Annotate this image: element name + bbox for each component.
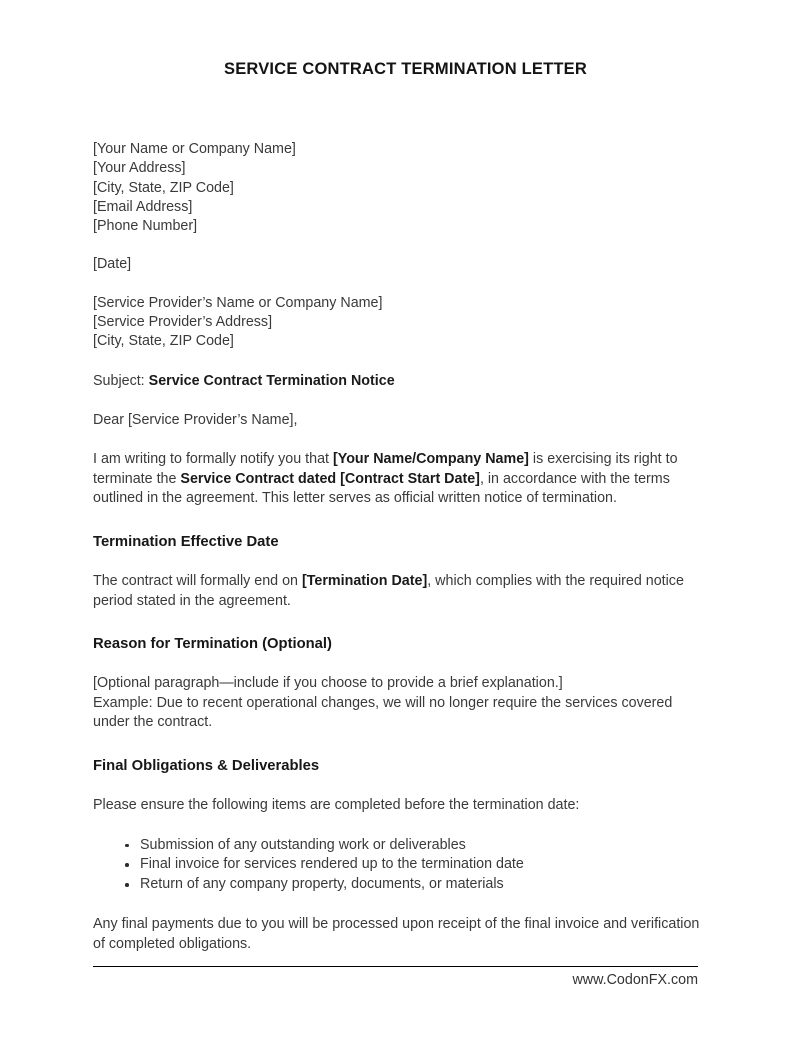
section-heading-termination-effective-date: Termination Effective Date bbox=[93, 534, 279, 551]
recipient-city-state-zip: [City, State, ZIP Code] bbox=[93, 333, 234, 350]
letter-date: [Date] bbox=[93, 256, 132, 273]
subject-line bbox=[93, 372, 710, 391]
intro-part2: is exercising its right to terminate the bbox=[93, 451, 678, 487]
spacer bbox=[93, 895, 710, 915]
recipient-address: [Service Provider’s Address] bbox=[93, 314, 273, 331]
intro-part3: , in accordance with the terms outlined in the agreement. This letter serves as official written notice of termination. bbox=[93, 470, 670, 507]
spacer bbox=[93, 430, 710, 450]
subject-value: Service Contract Termination Notice bbox=[148, 372, 395, 389]
intro-bold-company: [Your Name/Company Name] bbox=[332, 451, 529, 468]
sender-address-block bbox=[93, 140, 710, 236]
footer-website: www.CodonFX.com bbox=[572, 972, 698, 988]
closing-paragraph: Any final payments due to you will be processed upon receipt of the final invoice and verification of completed obligations. bbox=[93, 916, 700, 952]
sender-name: [Your Name or Company Name] bbox=[93, 141, 296, 157]
spacer bbox=[93, 654, 710, 674]
spacer bbox=[93, 552, 710, 572]
list-item: Submission of any outstanding work or deliverables bbox=[140, 836, 710, 856]
list-item: Final invoice for services rendered up to the termination date bbox=[140, 855, 710, 875]
spacer bbox=[93, 509, 710, 532]
final-obligations-intro: Please ensure the following items are completed before the termination date: bbox=[93, 797, 580, 814]
recipient-name: [Service Provider’s Name or Company Name] bbox=[93, 294, 383, 311]
subject-label: Subject: bbox=[93, 372, 145, 389]
intro-part1: I am writing to formally notify you that bbox=[93, 451, 333, 468]
footer-divider bbox=[93, 966, 698, 967]
spacer bbox=[93, 391, 710, 411]
letter-body bbox=[93, 140, 710, 954]
reason-example-line: Example: Due to recent operational changes, we will no longer require the services covered under the contract. bbox=[93, 694, 673, 731]
intro-paragraph bbox=[93, 450, 710, 509]
section-heading-final-obligations: Final Obligations & Deliverables bbox=[93, 758, 320, 775]
spacer bbox=[93, 733, 710, 756]
termination-bold-date: [Termination Date] bbox=[301, 573, 428, 590]
section-heading-reason-for-termination: Reason for Termination (Optional) bbox=[93, 636, 332, 653]
spacer bbox=[93, 611, 710, 634]
spacer bbox=[93, 236, 710, 255]
salutation: Dear [Service Provider’s Name], bbox=[93, 411, 298, 428]
intro-bold-contract: Service Contract dated [Contract Start Date] bbox=[180, 470, 480, 487]
spacer bbox=[93, 816, 710, 836]
spacer bbox=[93, 275, 710, 294]
termination-part1: The contract will formally end on bbox=[93, 573, 302, 590]
sender-city-state-zip: [City, State, ZIP Code] bbox=[93, 179, 234, 196]
spacer bbox=[93, 776, 710, 796]
spacer bbox=[93, 352, 710, 372]
list-item: Return of any company property, documents, or materials bbox=[140, 875, 710, 895]
page-title: SERVICE CONTRACT TERMINATION LETTER bbox=[224, 60, 587, 78]
sender-phone: [Phone Number] bbox=[93, 218, 198, 235]
termination-part2: , which complies with the required notice period stated in the agreement. bbox=[93, 573, 684, 609]
final-obligations-list bbox=[93, 836, 710, 895]
reason-optional-line: [Optional paragraph—include if you choose to provide a brief explanation.] bbox=[93, 675, 563, 692]
recipient-address-block bbox=[93, 294, 710, 352]
sender-email: [Email Address] bbox=[93, 198, 193, 215]
sender-address: [Your Address] bbox=[93, 160, 186, 177]
termination-effective-date-paragraph bbox=[93, 572, 710, 611]
